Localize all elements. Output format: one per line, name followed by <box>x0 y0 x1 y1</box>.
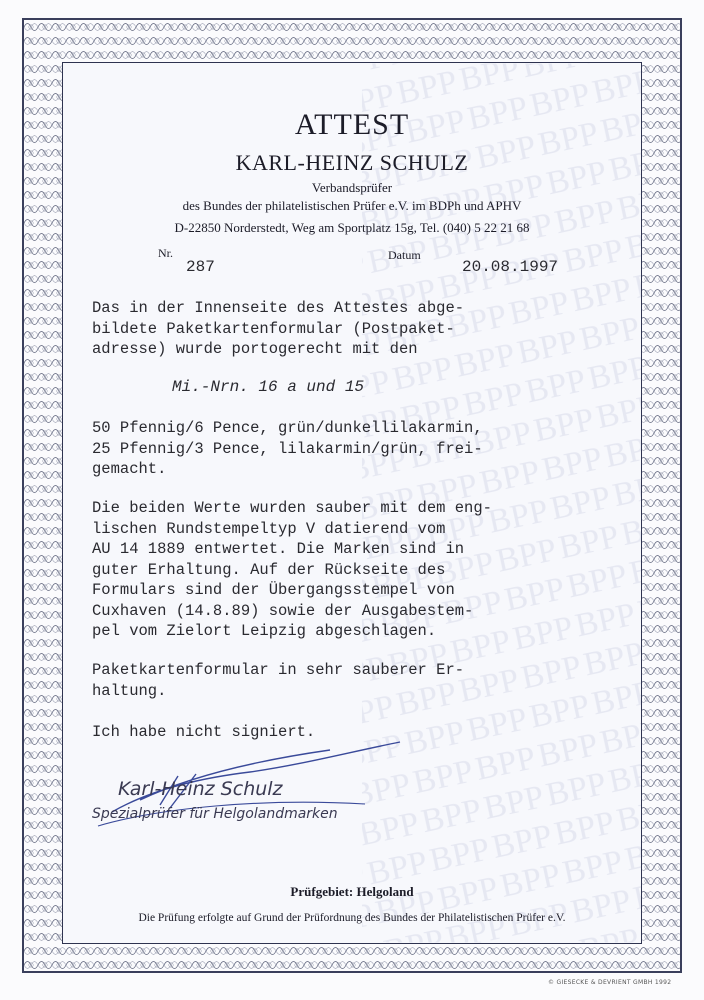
address-line: D-22850 Norderstedt, Weg am Sportplatz 15g, Tel. (040) 5 22 21 68 <box>174 220 530 235</box>
text-line: 25 Pfennig/3 Pence, lilakarmin/grün, frei- <box>92 439 483 458</box>
examiner-name: KARL-HEINZ SCHULZ <box>235 150 469 175</box>
paragraph-4 <box>92 660 464 701</box>
printer-imprint: © GIESECKE & DEVRIENT GMBH 1992 <box>548 979 672 986</box>
datum-value: 20.08.1997 <box>462 258 559 276</box>
text-line: bildete Paketkartenformular (Postpaket- <box>92 319 455 338</box>
text-line: AU 14 1889 entwertet. Die Marken sind in <box>92 540 465 558</box>
text-line: pel vom Zielort Leipzig abgeschlagen. <box>92 622 437 640</box>
text-line: Formulars sind der Übergangsstempel von <box>92 581 455 599</box>
nr-value: 287 <box>186 258 215 276</box>
footer-note: Die Prüfung erfolgte auf Grund der Prüfordnung des Bundes der Philatelistischen Prüfer e.V. <box>138 912 566 924</box>
text-line: 50 Pfennig/6 Pence, grün/dunkellilakarmin, <box>92 419 483 437</box>
text-line: Das in der Innenseite des Attestes abge- <box>92 299 465 317</box>
text-line: guter Erhaltung. Auf der Rückseite des <box>92 560 446 579</box>
text-line: lischen Rundstempeltyp V datierend vom <box>92 519 446 538</box>
certificate-title: ATTEST <box>294 108 410 141</box>
text-line: gemacht. <box>92 460 167 478</box>
signature-stamp-title: Spezialprüfer für Helgolandmarken <box>92 806 338 822</box>
catalog-reference: Mi.-Nrn. 16 a und 15 <box>172 378 365 396</box>
paragraph-5: Ich habe nicht signiert. <box>92 723 316 741</box>
paragraph-3 <box>92 498 492 642</box>
examiner-role: Verbandsprüfer <box>311 180 393 195</box>
text-line: Paketkartenformular in sehr sauberer Er- <box>92 661 465 679</box>
examination-area: Prüfgebiet: Helgoland <box>290 884 414 899</box>
association-line: des Bundes der philatelistischen Prüfer e.V. im BDPh und APHV <box>182 198 522 213</box>
text-line: Cuxhaven (14.8.89) sowie der Ausgabestem- <box>92 601 474 620</box>
paragraph-1 <box>92 298 464 360</box>
text-line: Die beiden Werte wurden sauber mit dem eng- <box>92 499 492 517</box>
text-line: adresse) wurde portogerecht mit den <box>92 340 418 358</box>
signature-stamp-name: Karl-Heinz Schulz <box>118 778 283 800</box>
text-line: haltung. <box>92 681 167 700</box>
paragraph-2 <box>92 418 483 480</box>
datum-label: Datum <box>388 248 421 262</box>
nr-label: Nr. <box>158 246 173 260</box>
